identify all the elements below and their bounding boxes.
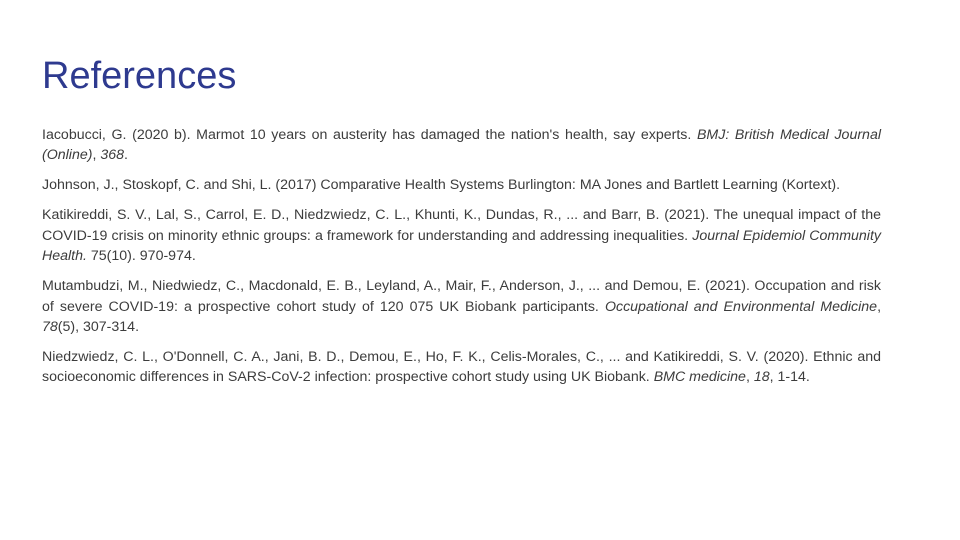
reference-list [42,125,881,397]
slide-title: References [42,55,237,97]
reference-text: Niedzwiedz, C. L., O'Donnell, C. A., Jani, B. D., Demou, E., Ho, F. K., Celis-Morales, C., ... and Katikireddi, S. V. (2020). Ethnic and socioeconomic differences in SARS-CoV-2 infection: prospective cohort study using UK Biobank. [42,349,881,386]
reference-separator: 75(10). 970-974. [86,248,196,265]
reference-pages: (5), 307-314. [57,319,140,336]
reference-separator: , [745,369,754,386]
reference-text: Johnson, J., Stoskopf, C. and Shi, L. (2017) Comparative Health Systems Burlington: MA Jones and Bartlett Learning (Kortext). [42,177,841,194]
reference-volume: 78 [42,319,58,336]
reference-item [42,276,881,337]
reference-pages: . [124,147,128,164]
reference-pages: , 1-14. [769,369,810,386]
reference-volume: 368 [100,147,125,164]
reference-journal: Journal Epidemiol Community Health. [42,227,881,265]
reference-separator: , [92,147,101,164]
reference-journal: BMJ: British Medical Journal (Online) [42,127,881,164]
reference-item [42,205,881,266]
reference-item [42,175,881,195]
reference-separator: , [877,298,882,315]
reference-journal: Occupational and Environmental Medicine [604,298,878,315]
reference-volume: 18 [753,369,770,386]
reference-item [42,347,881,388]
reference-item [42,125,881,166]
reference-text: Mutambudzi, M., Niedwiedz, C., Macdonald, E. B., Leyland, A., Mair, F., Anderson, J., ... and Demou, E. (2021). Occupation and risk of severe COVID-19: a prospective cohort study of 120 075 UK Biobank participants. [42,278,881,315]
reference-text: Iacobucci, G. (2020 b). Marmot 10 years on austerity has damaged the nation's health, say experts. [42,127,697,143]
reference-text: Katikireddi, S. V., Lal, S., Carrol, E. D., Niedzwiedz, C. L., Khunti, K., Dundas, R., ... and Barr, B. (2021). The unequal impact of the COVID-19 crisis on minority ethnic groups: a framework for understanding and addressing inequalities. [42,207,881,244]
reference-journal: BMC medicine [653,369,746,386]
